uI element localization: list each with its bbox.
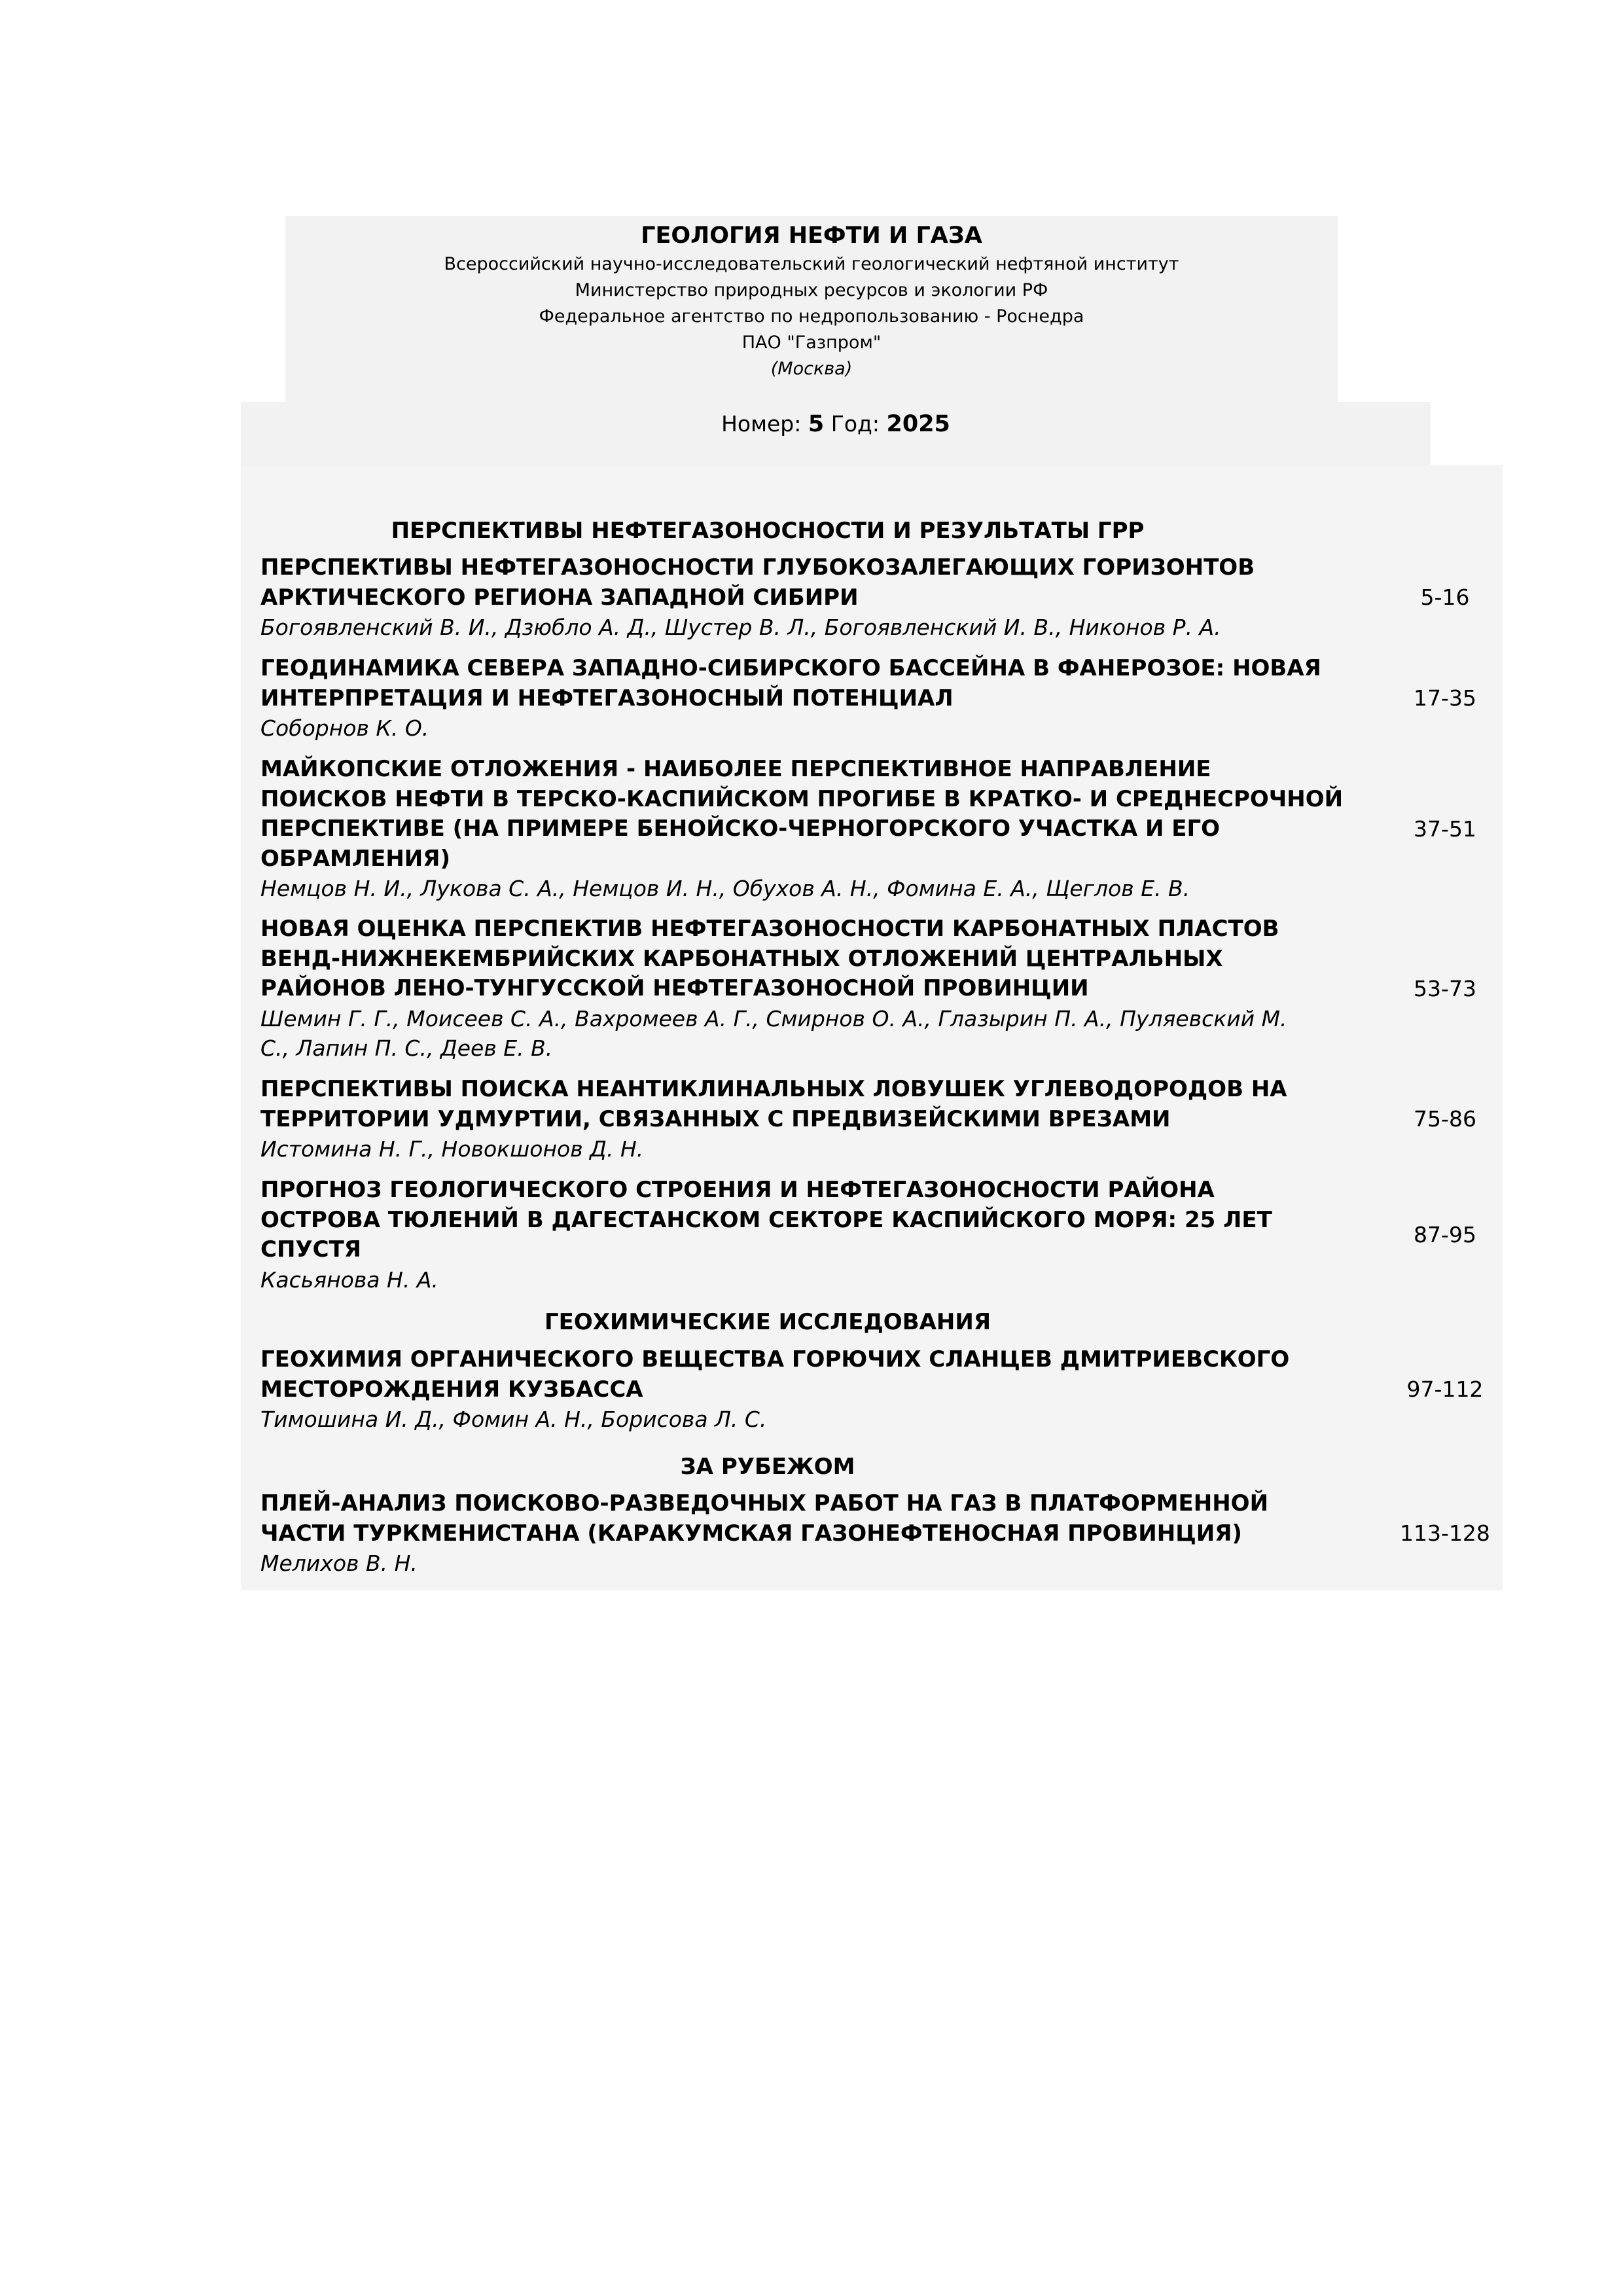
issue-number: 5 — [808, 411, 825, 437]
publisher-line: ПАО "Газпром" — [741, 332, 882, 353]
article-authors: Немцов Н. И., Лукова С. А., Немцов И. Н., Обухов А. Н., Фомина Е. А., Щеглов Е. В. — [260, 876, 1190, 901]
issue-year: 2025 — [886, 411, 950, 437]
article-pages: 5-16 — [1420, 584, 1470, 610]
issue-info — [241, 402, 1431, 465]
article-authors: Богоявленский В. И., Дзюбло А. Д., Шустер В. Л., Богоявленский И. В., Никонов Р. А. — [260, 615, 1221, 640]
article-entry[interactable] — [260, 1345, 1510, 1435]
article-title[interactable]: ГЕОХИМИЯ ОРГАНИЧЕСКОГО ВЕЩЕСТВА ГОРЮЧИХ СЛАНЦЕВ ДМИТРИЕВСКОГО МЕСТОРОЖДЕНИЯ КУЗБАССА — [260, 1346, 1290, 1403]
article-authors: Тимошина И. Д., Фомин А. Н., Борисова Л. С. — [260, 1407, 767, 1432]
article-pages: 17-35 — [1414, 685, 1476, 711]
article-authors: Шемин Г. Г., Моисеев С. А., Вахромеев А. Г., Смирнов О. А., Глазырин П. А., Пуляевский М. С., Лапин П. С., Деев Е. В. — [260, 1005, 1287, 1061]
issue-number-label: Номер: — [721, 411, 802, 437]
article-entry[interactable] — [260, 1075, 1510, 1164]
article-pages: 37-51 — [1414, 816, 1476, 842]
table-of-contents — [241, 465, 1503, 1590]
section-heading: ЗА РУБЕЖОМ — [680, 1454, 855, 1480]
article-authors: Истомина Н. Г., Новокшонов Д. Н. — [260, 1136, 644, 1162]
article-title[interactable]: ПЕРСПЕКТИВЫ ПОИСКА НЕАНТИКЛИНАЛЬНЫХ ЛОВУШЕК УГЛЕВОДОРОДОВ НА ТЕРРИТОРИИ УДМУРТИИ, СВЯЗАННЫХ С ПРЕДВИЗЕЙСКИМИ ВРЕЗАМИ — [260, 1076, 1287, 1132]
article-title[interactable]: ПЛЕЙ-АНАЛИЗ ПОИСКОВО-РАЗВЕДОЧНЫХ РАБОТ НА ГАЗ В ПЛАТФОРМЕННОЙ ЧАСТИ ТУРКМЕНИСТАНА (КАРАКУМСКАЯ ГАЗОНЕФТЕНОСНАЯ ПРОВИНЦИЯ) — [260, 1490, 1269, 1547]
publisher-line: Федеральное агентство по недропользованию - Роснедра — [539, 306, 1084, 327]
publisher-line: Министерство природных ресурсов и экологии РФ — [575, 280, 1048, 300]
section-heading: ГЕОХИМИЧЕСКИЕ ИССЛЕДОВАНИЯ — [544, 1309, 991, 1335]
article-authors: Касьянова Н. А. — [260, 1266, 438, 1293]
article-pages: 97-112 — [1406, 1376, 1484, 1402]
article-entry[interactable] — [260, 1175, 1510, 1295]
article-title[interactable]: НОВАЯ ОЦЕНКА ПЕРСПЕКТИВ НЕФТЕГАЗОНОСНОСТИ КАРБОНАТНЫХ ПЛАСТОВ ВЕНД-НИЖНЕКЕМБРИЙСКИХ КАРБОНАТНЫХ ОТЛОЖЕНИЙ ЦЕНТРАЛЬНЫХ РАЙОНОВ ЛЕНО-ТУНГУССКОЙ НЕФТЕГАЗОНОСНОЙ ПРОВИНЦИИ — [260, 916, 1279, 1001]
issue-year-label: Год: — [830, 411, 880, 437]
article-title[interactable]: ПЕРСПЕКТИВЫ НЕФТЕГАЗОНОСНОСТИ ГЛУБОКОЗАЛЕГАЮЩИХ ГОРИЗОНТОВ АРКТИЧЕСКОГО РЕГИОНА ЗАПАДНОЙ СИБИРИ — [260, 554, 1255, 611]
article-entry[interactable] — [260, 553, 1510, 643]
article-pages: 113-128 — [1400, 1520, 1490, 1546]
article-pages: 75-86 — [1414, 1106, 1476, 1132]
article-title[interactable]: ГЕОДИНАМИКА СЕВЕРА ЗАПАДНО-СИБИРСКОГО БАССЕЙНА В ФАНЕРОЗОЕ: НОВАЯ ИНТЕРПРЕТАЦИЯ И НЕФТЕГАЗОНОСНЫЙ ПОТЕНЦИАЛ — [260, 655, 1321, 711]
article-pages: 87-95 — [1414, 1222, 1476, 1247]
publisher-line: Всероссийский научно-исследовательский геологический нефтяной институт — [444, 254, 1179, 274]
article-entry[interactable] — [260, 755, 1510, 904]
section-heading: ПЕРСПЕКТИВЫ НЕФТЕГАЗОНОСНОСТИ И РЕЗУЛЬТАТЫ ГРР — [391, 518, 1145, 544]
journal-header — [285, 216, 1338, 402]
article-entry[interactable] — [260, 654, 1510, 744]
article-pages: 53-73 — [1414, 976, 1476, 1001]
article-entry[interactable] — [260, 1489, 1510, 1579]
article-authors: Соборнов К. О. — [260, 715, 429, 741]
journal-title: ГЕОЛОГИЯ НЕФТИ И ГАЗА — [641, 223, 982, 249]
article-title[interactable]: МАЙКОПСКИЕ ОТЛОЖЕНИЯ - НАИБОЛЕЕ ПЕРСПЕКТИВНОЕ НАПРАВЛЕНИЕ ПОИСКОВ НЕФТИ В ТЕРСКО-КАСПИЙСКОМ ПРОГИБЕ В КРАТКО- И СРЕДНЕСРОЧНОЙ ПЕРСПЕКТИВЕ (НА ПРИМЕРЕ БЕНОЙСКО-ЧЕРНОГОРСКОГО УЧАСТКА И ЕГО ОБРАМЛЕНИЯ) — [260, 756, 1344, 872]
article-entry[interactable] — [260, 914, 1510, 1064]
journal-city: (Москва) — [770, 359, 853, 379]
article-title[interactable]: ПРОГНОЗ ГЕОЛОГИЧЕСКОГО СТРОЕНИЯ И НЕФТЕГАЗОНОСНОСТИ РАЙОНА ОСТРОВА ТЮЛЕНИЙ В ДАГЕСТАНСКОМ СЕКТОРЕ КАСПИЙСКОГО МОРЯ: 25 ЛЕТ СПУСТЯ — [260, 1177, 1272, 1263]
article-authors: Мелихов В. Н. — [260, 1551, 418, 1576]
